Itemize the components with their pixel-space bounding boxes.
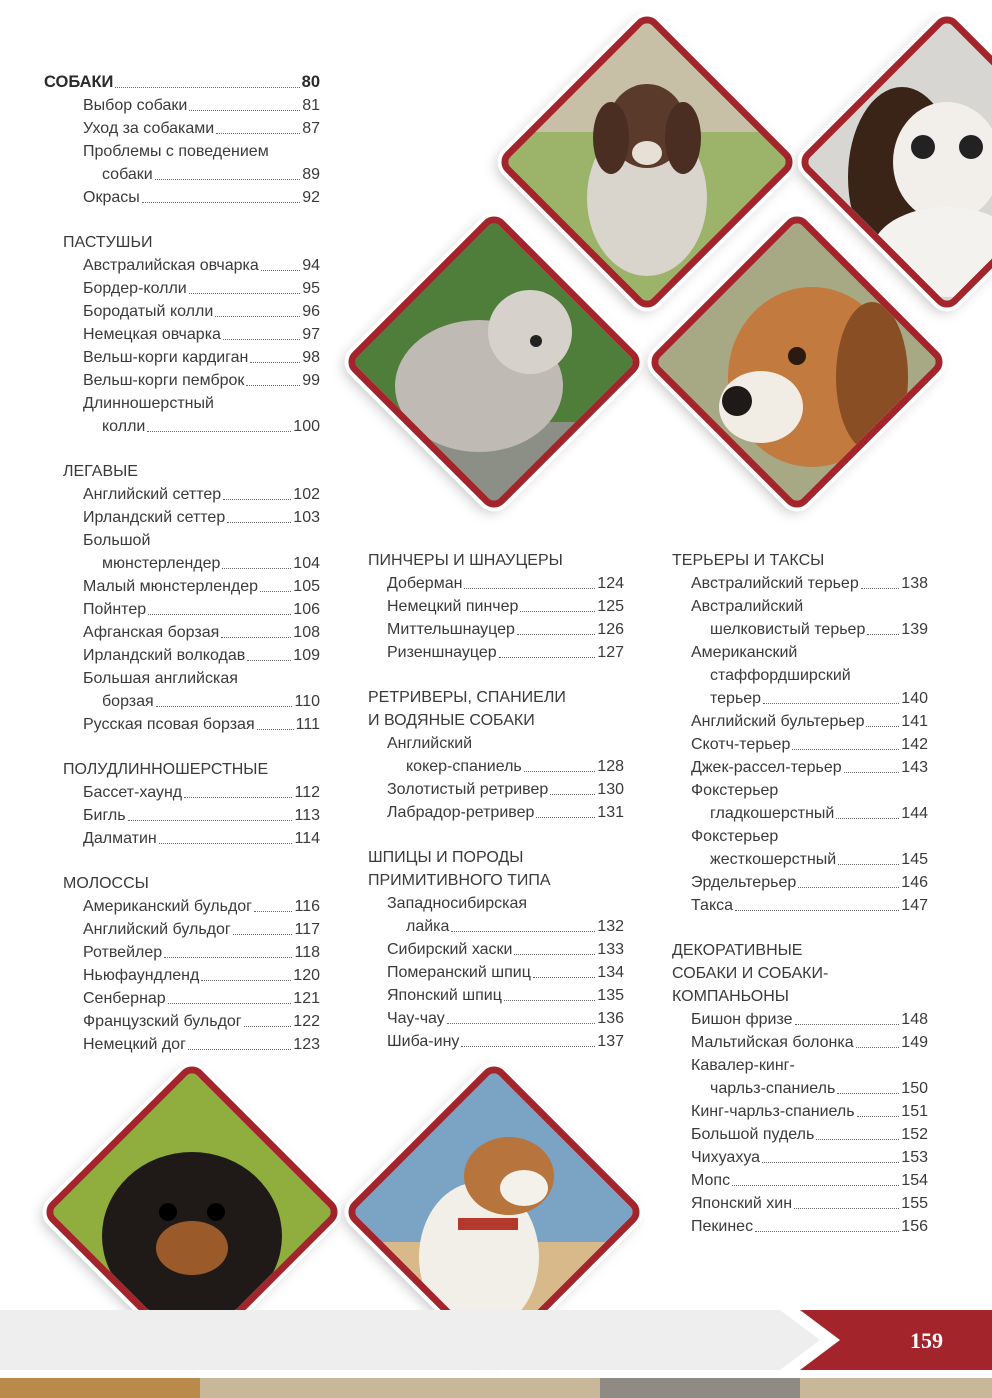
dot-leader	[168, 1003, 292, 1004]
dot-leader	[514, 954, 595, 955]
section-heading-line3: КОМПАНЬОНЫ	[672, 988, 789, 1005]
toc-entry	[368, 938, 624, 961]
dot-leader	[156, 706, 293, 707]
entry-page: 113	[294, 807, 320, 824]
entry-name: Далматин	[83, 830, 157, 847]
entry-name: Вельш-корги пемброк	[83, 372, 245, 389]
entry-name-continued: стаффордширский	[710, 667, 851, 684]
dot-leader	[257, 729, 294, 730]
dot-leader	[836, 818, 899, 819]
toc-entry	[672, 1077, 928, 1100]
toc-entry	[44, 690, 320, 713]
section-heading: ТЕРЬЕРЫ И ТАКСЫ	[672, 552, 825, 569]
dot-leader	[447, 1023, 596, 1024]
entry-page: 96	[302, 303, 320, 320]
dot-leader	[838, 864, 899, 865]
entry-name: Немецкий пинчер	[387, 598, 519, 615]
entry-page: 95	[302, 280, 320, 297]
entry-page: 138	[901, 575, 928, 592]
entry-name: Английский бульдог	[83, 921, 231, 938]
entry-name: Японский хин	[691, 1195, 793, 1212]
dot-leader	[189, 110, 300, 111]
entry-name: Эрдельтерьер	[691, 874, 797, 891]
entry-name: Немецкий дог	[83, 1036, 186, 1053]
entry-name: Бордер-колли	[83, 280, 187, 297]
entry-name: Чихуахуа	[691, 1149, 761, 1166]
dot-leader	[155, 179, 300, 180]
entry-name: Австралийский терьер	[691, 575, 859, 592]
entry-page: 121	[293, 990, 320, 1007]
entry-name: Ризеншнауцер	[387, 644, 497, 661]
entry-name: Ротвейлер	[83, 944, 163, 961]
entry-name: Выбор собаки	[83, 97, 188, 114]
entry-page: 103	[293, 509, 320, 526]
toc-entry	[672, 1031, 928, 1054]
toc-entry	[368, 641, 624, 664]
entry-name: Миттельшнауцер	[387, 621, 515, 638]
toc-entry	[672, 1123, 928, 1146]
entry-name: шелковистый терьер	[710, 621, 866, 638]
entry-name: Английский сеттер	[83, 486, 222, 503]
toc-entry	[44, 918, 320, 941]
toc-entry	[44, 323, 320, 346]
entry-page: 149	[901, 1034, 928, 1051]
entry-name: Австралийская овчарка	[83, 257, 259, 274]
entry-page: 132	[597, 918, 624, 935]
dot-leader	[798, 887, 899, 888]
entry-page: 122	[293, 1013, 320, 1030]
toc-entry	[368, 801, 624, 824]
dot-leader	[254, 911, 292, 912]
entry-page: 136	[597, 1010, 624, 1027]
toc-entry	[672, 802, 928, 825]
entry-name: терьер	[710, 690, 762, 707]
entry-page: 147	[901, 897, 928, 914]
dot-leader	[524, 771, 596, 772]
entry-name: Такса	[691, 897, 734, 914]
dot-leader	[159, 843, 293, 844]
section-heading: ПАСТУШЬИ	[63, 234, 153, 251]
entry-name: Проблемы с поведением	[83, 143, 269, 160]
entry-page: 127	[597, 644, 624, 661]
page-number: 159	[910, 1328, 943, 1353]
entry-page: 108	[293, 624, 320, 641]
dot-leader	[115, 87, 299, 88]
section-heading: ЛЕГАВЫЕ	[63, 463, 138, 480]
toc-entry	[44, 163, 320, 186]
toc-entry	[368, 595, 624, 618]
toc-entry	[44, 621, 320, 644]
toc-entry	[672, 572, 928, 595]
toc-entry	[672, 1146, 928, 1169]
entry-name: Длинношерстный	[83, 395, 214, 412]
entry-page: 140	[901, 690, 928, 707]
dot-leader	[866, 726, 899, 727]
entry-name: Пекинес	[691, 1218, 754, 1235]
entry-page: 104	[293, 555, 320, 572]
toc-entry	[44, 483, 320, 506]
entry-name: Окрасы	[83, 189, 140, 206]
entry-page: 89	[302, 166, 320, 183]
toc-column-2	[368, 549, 624, 1053]
dot-leader	[451, 931, 595, 932]
toc-entry	[44, 827, 320, 850]
dot-leader	[164, 957, 292, 958]
entry-name: Бассет-хаунд	[83, 784, 183, 801]
entry-page: 97	[302, 326, 320, 343]
entry-page: 137	[597, 1033, 624, 1050]
entry-page: 117	[294, 921, 320, 938]
entry-name: Фокстерьер	[691, 828, 779, 845]
dot-leader	[504, 1000, 595, 1001]
toc-entry	[44, 941, 320, 964]
entry-name: Ирландский сеттер	[83, 509, 226, 526]
entry-name: Австралийский	[691, 598, 804, 615]
dot-leader	[189, 293, 300, 294]
section-heading-line2: СОБАКИ И СОБАКИ-	[672, 965, 829, 982]
dot-leader	[755, 1231, 899, 1232]
entry-name: Золотистый ретривер	[387, 781, 549, 798]
entry-name: Лабрадор-ретривер	[387, 804, 535, 821]
entry-page: 98	[302, 349, 320, 366]
entry-page: 92	[302, 189, 320, 206]
entry-name: мюнстерлендер	[102, 555, 221, 572]
entry-page: 94	[302, 257, 320, 274]
toc-entry	[368, 755, 624, 778]
dot-leader	[763, 703, 899, 704]
toc-entry	[368, 1030, 624, 1053]
dot-leader	[536, 817, 595, 818]
entry-page: 106	[293, 601, 320, 618]
dot-leader	[795, 1024, 900, 1025]
entry-name: собаки	[102, 166, 153, 183]
section-gap	[44, 438, 320, 460]
entry-name: жесткошерстный	[710, 851, 837, 868]
toc-entry	[672, 1215, 928, 1238]
entry-page: 102	[293, 486, 320, 503]
toc-entry	[368, 915, 624, 938]
section-gap	[44, 736, 320, 758]
entry-page: 80	[301, 73, 320, 91]
entry-page: 152	[901, 1126, 928, 1143]
section-heading-line2: ПРИМИТИВНОГО ТИПА	[368, 872, 551, 889]
entry-page: 150	[901, 1080, 928, 1097]
entry-name: Русская псовая борзая	[83, 716, 255, 733]
entry-name: Уход за собаками	[83, 120, 215, 137]
section-gap	[368, 824, 624, 846]
dot-leader	[147, 431, 291, 432]
section-heading: ПИНЧЕРЫ И ШНАУЦЕРЫ	[368, 552, 563, 569]
section-heading: ШПИЦЫ И ПОРОДЫ	[368, 849, 524, 866]
entry-page: 148	[901, 1011, 928, 1028]
dot-leader	[244, 1026, 292, 1027]
dot-leader	[184, 797, 292, 798]
section-heading: МОЛОССЫ	[63, 875, 149, 892]
dot-leader	[861, 588, 900, 589]
entry-name: Сибирский хаски	[387, 941, 513, 958]
entry-page: 156	[901, 1218, 928, 1235]
dot-leader	[223, 339, 300, 340]
entry-name: Большой	[83, 532, 151, 549]
toc-entry	[672, 1192, 928, 1215]
entry-name: чарльз-спаниель	[710, 1080, 836, 1097]
toc-entry	[44, 987, 320, 1010]
entry-name: Чау-чау	[387, 1010, 445, 1027]
entry-name: Английский бультерьер	[691, 713, 865, 730]
entry-name: Доберман	[387, 575, 463, 592]
entry-name: лайка	[406, 918, 450, 935]
entry-name: Ирландский волкодав	[83, 647, 246, 664]
toc-entry	[672, 1100, 928, 1123]
toc-entry	[672, 848, 928, 871]
entry-name: Вельш-корги кардиган	[83, 349, 249, 366]
toc-column-3	[672, 549, 928, 1238]
entry-name: Американский	[691, 644, 798, 661]
entry-name: Джек-рассел-терьер	[691, 759, 842, 776]
footer-band	[0, 1310, 992, 1370]
toc-entry	[44, 277, 320, 300]
entry-page: 100	[293, 418, 320, 435]
section-gap	[44, 850, 320, 872]
dot-leader	[762, 1162, 899, 1163]
toc-entry	[44, 575, 320, 598]
entry-name: Афганская борзая	[83, 624, 220, 641]
entry-name: колли	[102, 418, 146, 435]
entry-name: Немецкая овчарка	[83, 326, 221, 343]
toc-entry	[672, 894, 928, 917]
entry-page: 112	[294, 784, 320, 801]
dot-leader	[464, 588, 595, 589]
toc-entry	[44, 895, 320, 918]
entry-page: 130	[597, 781, 624, 798]
dot-leader	[856, 1047, 900, 1048]
entry-page: 145	[901, 851, 928, 868]
entry-page: 105	[293, 578, 320, 595]
entry-name: Японский шпиц	[387, 987, 502, 1004]
dot-leader	[837, 1093, 899, 1094]
toc-entry	[44, 1033, 320, 1056]
entry-page: 144	[901, 805, 928, 822]
entry-name: Ньюфаундленд	[83, 967, 200, 984]
toc-column-1	[44, 71, 320, 1056]
entry-page: 146	[901, 874, 928, 891]
entry-page: 124	[597, 575, 624, 592]
entry-name: борзая	[102, 693, 154, 710]
dot-leader	[794, 1208, 899, 1209]
toc-entry	[44, 94, 320, 117]
section-gap	[44, 209, 320, 231]
dot-leader	[221, 637, 291, 638]
entry-page: 155	[901, 1195, 928, 1212]
dot-leader	[201, 980, 291, 981]
entry-page: 139	[901, 621, 928, 638]
dot-leader	[857, 1116, 900, 1117]
dot-leader	[227, 522, 291, 523]
entry-name: СОБАКИ	[44, 73, 114, 91]
toc-entry	[44, 415, 320, 438]
entry-page: 87	[302, 120, 320, 137]
entry-name: кокер-спаниель	[406, 758, 522, 775]
entry-name: Мопс	[691, 1172, 731, 1189]
entry-page: 99	[302, 372, 320, 389]
entry-name: Бигль	[83, 807, 126, 824]
dot-leader	[520, 611, 595, 612]
section-heading: ДЕКОРАТИВНЫЕ	[672, 942, 803, 959]
dot-leader	[844, 772, 900, 773]
dot-leader	[792, 749, 899, 750]
toc-entry	[44, 644, 320, 667]
entry-page: 110	[294, 693, 320, 710]
section-heading-line2: И ВОДЯНЫЕ СОБАКИ	[368, 712, 535, 729]
toc-entry	[672, 710, 928, 733]
entry-page: 111	[295, 716, 320, 733]
dot-leader	[216, 133, 300, 134]
entry-page: 123	[293, 1036, 320, 1053]
dot-leader	[215, 316, 300, 317]
entry-page: 141	[901, 713, 928, 730]
entry-name: Бишон фризе	[691, 1011, 793, 1028]
dot-leader	[816, 1139, 899, 1140]
dot-leader	[533, 977, 595, 978]
dot-leader	[250, 362, 300, 363]
toc-entry	[44, 804, 320, 827]
entry-page: 143	[901, 759, 928, 776]
toc-entry	[44, 346, 320, 369]
toc-entry	[672, 1169, 928, 1192]
entry-name: Малый мюнстерлендер	[83, 578, 259, 595]
entry-name: Кинг-чарльз-спаниель	[691, 1103, 855, 1120]
entry-page: 109	[293, 647, 320, 664]
entry-page: 154	[901, 1172, 928, 1189]
toc-entry	[672, 687, 928, 710]
dot-leader	[128, 820, 293, 821]
section-heading: РЕТРИВЕРЫ, СПАНИЕЛИ	[368, 689, 566, 706]
toc-entry	[368, 984, 624, 1007]
toc-entry	[44, 117, 320, 140]
dot-leader	[246, 385, 300, 386]
toc-entry	[672, 756, 928, 779]
entry-name: Большая английская	[83, 670, 238, 687]
entry-name: Бородатый колли	[83, 303, 214, 320]
dot-leader	[148, 614, 291, 615]
dot-leader	[223, 499, 291, 500]
toc-entry	[44, 598, 320, 621]
entry-page: 128	[597, 758, 624, 775]
toc-entry	[44, 1010, 320, 1033]
entry-name: Большой пудель	[691, 1126, 815, 1143]
entry-name: Мальтийская болонка	[691, 1034, 854, 1051]
dot-leader	[247, 660, 291, 661]
dot-leader	[867, 634, 899, 635]
entry-page: 114	[294, 830, 320, 847]
entry-name: Померанский шпиц	[387, 964, 531, 981]
toc-entry	[44, 369, 320, 392]
entry-page: 135	[597, 987, 624, 1004]
toc-entry	[368, 961, 624, 984]
toc-entry	[368, 1007, 624, 1030]
toc-entry	[672, 1008, 928, 1031]
entry-name: Западносибирская	[387, 895, 528, 912]
entry-name: Английский	[387, 735, 473, 752]
entry-page: 125	[597, 598, 624, 615]
toc-entry	[672, 733, 928, 756]
toc-entry	[44, 781, 320, 804]
entry-page: 131	[597, 804, 624, 821]
entry-name: Кавалер-кинг-	[691, 1057, 795, 1074]
toc-entry	[44, 552, 320, 575]
section-heading: ПОЛУДЛИННОШЕРСТНЫЕ	[63, 761, 269, 778]
dot-leader	[550, 794, 595, 795]
dot-leader	[261, 270, 300, 271]
entry-page: 151	[901, 1103, 928, 1120]
entry-page: 126	[597, 621, 624, 638]
dot-leader	[735, 910, 899, 911]
entry-name: Сенбернар	[83, 990, 166, 1007]
toc-entry	[368, 778, 624, 801]
entry-page: 133	[597, 941, 624, 958]
toc-entry	[44, 186, 320, 209]
toc-entry	[368, 572, 624, 595]
dot-leader	[222, 568, 291, 569]
dot-leader	[233, 934, 293, 935]
entry-name: Американский бульдог	[83, 898, 253, 915]
section-gap	[672, 917, 928, 939]
entry-name: Скотч-терьер	[691, 736, 791, 753]
entry-page: 153	[901, 1149, 928, 1166]
section-gap	[368, 664, 624, 686]
entry-page: 81	[302, 97, 320, 114]
dot-leader	[517, 634, 595, 635]
dot-leader	[142, 202, 300, 203]
entry-page: 134	[597, 964, 624, 981]
dot-leader	[260, 591, 291, 592]
dot-leader	[499, 657, 596, 658]
bottom-photo-strip	[0, 1378, 992, 1398]
dot-leader	[732, 1185, 899, 1186]
entry-page: 142	[901, 736, 928, 753]
entry-name: Фокстерьер	[691, 782, 779, 799]
toc-entry	[44, 964, 320, 987]
toc-entry	[44, 713, 320, 736]
toc-entry	[44, 506, 320, 529]
entry-name: Шиба-ину	[387, 1033, 460, 1050]
entry-page: 116	[294, 898, 320, 915]
dot-leader	[188, 1049, 291, 1050]
entry-page: 118	[294, 944, 320, 961]
entry-name: Французский бульдог	[83, 1013, 242, 1030]
toc-entry	[44, 254, 320, 277]
toc-entry	[368, 618, 624, 641]
entry-page: 120	[293, 967, 320, 984]
dot-leader	[461, 1046, 595, 1047]
entry-name: гладкошерстный	[710, 805, 835, 822]
entry-name: Пойнтер	[83, 601, 147, 618]
toc-entry	[672, 871, 928, 894]
section-heading	[44, 71, 320, 94]
toc-entry	[672, 618, 928, 641]
toc-entry	[44, 300, 320, 323]
